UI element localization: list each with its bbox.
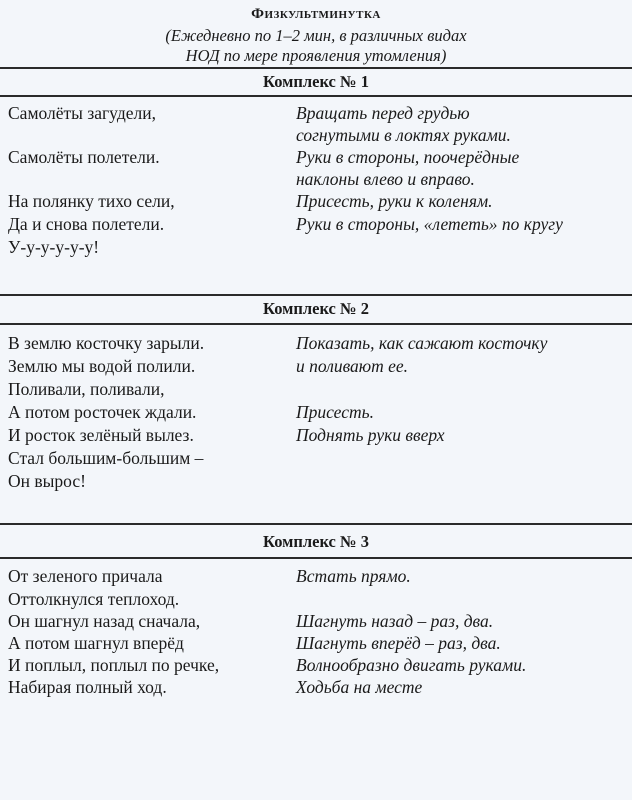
complex-2-title: Комплекс № 2 (263, 299, 369, 318)
divider (0, 67, 632, 69)
complex-3-verse-line: Он шагнул назад сначала, (8, 611, 201, 631)
complex-1-verse-line: Самолёты загудели, (8, 103, 156, 123)
complex-1-action-line: Руки в стороны, поочерёдные (296, 147, 520, 167)
document-title: Физкультминутка (251, 6, 381, 22)
divider (0, 95, 632, 97)
divider (0, 557, 632, 559)
complex-1-action-line: наклоны влево и вправо. (296, 169, 475, 189)
complex-1-action-line: Присесть, руки к коленям. (296, 191, 493, 211)
complex-1-verse-line: На полянку тихо сели, (8, 191, 175, 211)
complex-3-action-line: Волнообразно двигать руками. (296, 655, 527, 675)
complex-2-verse-line: Землю мы водой полили. (8, 356, 196, 376)
complex-3-verse-line: И поплыл, поплыл по речке, (8, 655, 220, 675)
complex-2-action-line: и поливают ее. (296, 356, 409, 376)
complex-2-action-line: Поднять руки вверх (296, 425, 445, 445)
complex-2-verse-line: Стал большим-большим – (8, 448, 204, 468)
complex-3-verse-line: Оттолкнулся теплоход. (8, 589, 180, 609)
complex-3-verse-line: А потом шагнул вперёд (8, 633, 184, 653)
complex-3-title: Комплекс № 3 (263, 532, 369, 551)
complex-3-verse-line: От зеленого причала (8, 566, 163, 586)
complex-3-action-line: Ходьба на месте (296, 677, 423, 697)
complex-1-action-line: Руки в стороны, «лететь» по кругу (296, 214, 563, 234)
complex-3-action-line: Шагнуть вперёд – раз, два. (296, 633, 501, 653)
complex-1-verse-line: У-у-у-у-у-у! (8, 237, 100, 257)
complex-3-verse-line: Набирая полный ход. (8, 677, 167, 697)
complex-1-action-line: согнутыми в локтях руками. (296, 125, 511, 145)
complex-2-verse-line: А потом росточек ждали. (8, 402, 197, 422)
complex-2-action-line: Показать, как сажают косточку (296, 333, 548, 353)
complex-3-action-line: Встать прямо. (296, 566, 411, 586)
complex-1-title: Комплекс № 1 (263, 72, 369, 91)
complex-2-verse-line: Поливали, поливали, (8, 379, 165, 399)
divider (0, 323, 632, 325)
document-subtitle-line-1: (Ежедневно по 1–2 мин, в различных видах (165, 26, 467, 45)
divider (0, 523, 632, 525)
divider (0, 294, 632, 296)
complex-2-verse-line: Он вырос! (8, 471, 86, 491)
document-subtitle-line-2: НОД по мере проявления утомления) (185, 46, 447, 65)
complex-2-verse-line: В землю косточку зарыли. (8, 333, 205, 353)
complex-1-action-line: Вращать перед грудью (296, 103, 470, 123)
complex-1-verse-line: Самолёты полетели. (8, 147, 160, 167)
complex-1-verse-line: Да и снова полетели. (8, 214, 165, 234)
complex-2-action-line: Присесть. (296, 402, 374, 422)
complex-3-action-line: Шагнуть назад – раз, два. (296, 611, 494, 631)
complex-2-verse-line: И росток зелёный вылез. (8, 425, 194, 445)
